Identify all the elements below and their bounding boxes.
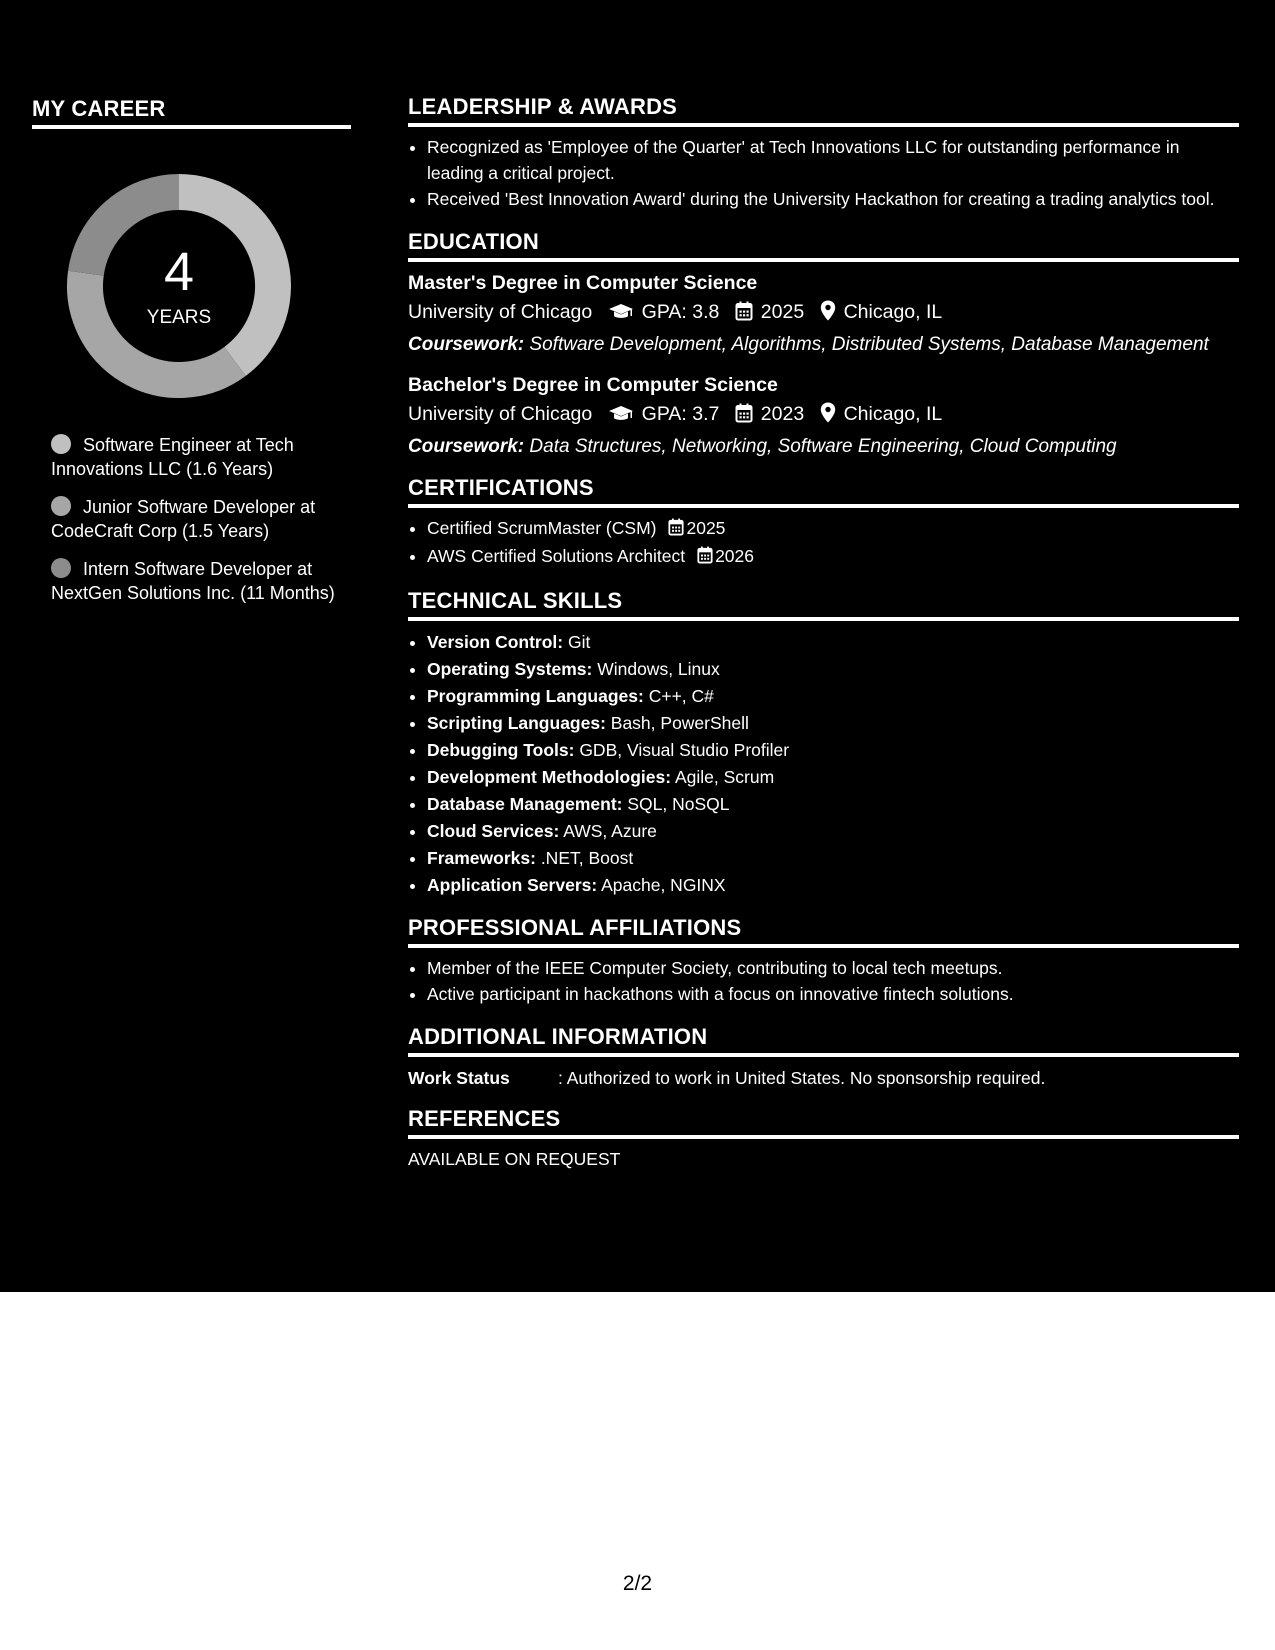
skill-item [427,683,1239,710]
skill-item [427,845,1239,872]
coursework [408,333,1239,357]
list-item: • Received 'Best Innovation Award' during the University Hackathon for creating a trading analytics tool. [427,187,1239,213]
graduation-year: 2023 [760,402,805,425]
skills-title: TECHNICAL SKILLS [408,588,1239,621]
skill-value: SQL, NoSQL [627,793,730,814]
legend-dot-icon [51,434,71,454]
list-item [427,516,1239,544]
calendar-icon [697,546,713,572]
skill-label: Programming Languages: [427,685,644,706]
skill-value: Bash, PowerShell [610,712,749,733]
donut-center [66,173,292,399]
skill-value: Git [568,631,591,652]
skill-value: C++, C# [648,685,714,706]
skill-value: .NET, Boost [540,847,634,868]
skill-label: Operating Systems: [427,658,593,679]
skill-label: Development Methodologies: [427,766,672,787]
skill-label: Frameworks: [427,847,536,868]
skill-item [427,737,1239,764]
references-title: REFERENCES [408,1106,1239,1139]
career-total-years: 4 [163,242,195,302]
certifications-list [408,516,1239,572]
references-text: AVAILABLE ON REQUEST [408,1148,621,1169]
list-item: • Active participant in hackathons with a focus on innovative fintech solutions. [427,982,1239,1008]
skill-value: Apache, NGINX [601,874,726,895]
skill-label: Scripting Languages: [427,712,606,733]
skill-item [427,872,1239,899]
calendar-icon [735,299,753,331]
skill-item [427,710,1239,737]
degree-title: Bachelor's Degree in Computer Science [408,373,778,396]
career-legend [51,433,341,605]
page-number: 2/2 [622,1572,653,1595]
gpa: GPA: 3.8 [641,300,720,323]
skill-value: Agile, Scrum [674,766,775,787]
affiliations-list [408,956,1239,1008]
certifications-title: CERTIFICATIONS [408,475,1239,508]
skill-item [427,656,1239,683]
additional-info-section [408,1024,1239,1090]
skill-item [427,818,1239,845]
legend-dot-icon [51,496,71,516]
education-meta [408,296,1239,331]
skill-value: GDB, Visual Studio Profiler [579,739,790,760]
work-status-row [408,1066,1239,1090]
list-item: • Recognized as 'Employee of the Quarter' at Tech Innovations LLC for outstanding performance in leading a critical project. [427,135,1239,186]
skill-label: Debugging Tools: [427,739,575,760]
coursework-label: Coursework: [408,333,525,355]
education-entry [408,271,1239,357]
coursework-label: Coursework: [408,435,525,457]
legend-item [51,557,341,605]
education-meta [408,398,1239,433]
school-location: Chicago, IL [843,402,943,425]
list-item: • Member of the IEEE Computer Society, contributing to local tech meetups. [427,956,1239,982]
skill-value: Windows, Linux [597,658,720,679]
additional-info-title: ADDITIONAL INFORMATION [408,1024,1239,1057]
career-sidebar [32,96,351,619]
skill-item [427,764,1239,791]
degree-title: Master's Degree in Computer Science [408,271,758,294]
list-item [427,544,1239,572]
skills-list [408,629,1239,899]
legend-label: Junior Software Developer at CodeCraft Corp (1.5 Years) [51,497,316,541]
cert-year: 2025 [686,517,726,538]
affiliations-section [408,915,1239,1008]
skill-label: Application Servers: [427,874,598,895]
location-pin-icon [820,299,836,331]
cert-name: AWS Certified Solutions Architect [427,546,686,566]
skills-section [408,588,1239,899]
skill-label: Cloud Services: [427,820,560,841]
legend-dot-icon [51,558,71,578]
legend-item [51,433,341,481]
legend-label: Software Engineer at Tech Innovations LLC (1.6 Years) [51,435,294,479]
skill-label: Database Management: [427,793,623,814]
career-donut-chart [66,173,292,399]
location-pin-icon [820,401,836,433]
work-status-label: Work Status [408,1067,510,1088]
graduation-cap-icon [608,401,634,433]
leadership-section [408,94,1239,213]
gpa: GPA: 3.7 [641,402,720,425]
leadership-title: LEADERSHIP & AWARDS [408,94,1239,127]
graduation-cap-icon [608,299,634,331]
school-name: University of Chicago [408,402,593,425]
career-total-unit: YEARS [146,307,212,328]
graduation-year: 2025 [760,300,805,323]
work-status-value: : Authorized to work in United States. No sponsorship required. [558,1067,1046,1088]
main-column [408,94,1239,1186]
calendar-icon [735,401,753,433]
skill-label: Version Control: [427,631,564,652]
coursework [408,435,1239,459]
skill-value: AWS, Azure [563,820,657,841]
cert-year: 2026 [715,546,755,566]
career-title: MY CAREER [32,96,351,129]
education-title: EDUCATION [408,229,1239,262]
leadership-list [408,135,1239,213]
skill-item [427,629,1239,656]
legend-item [51,495,341,543]
school-location: Chicago, IL [843,300,943,323]
school-name: University of Chicago [408,300,593,323]
coursework-list: Software Development, Algorithms, Distributed Systems, Database Management [529,333,1209,355]
affiliations-title: PROFESSIONAL AFFILIATIONS [408,915,1239,948]
legend-label: Intern Software Developer at NextGen Solutions Inc. (11 Months) [51,559,335,603]
skill-item [427,791,1239,818]
certifications-section [408,475,1239,572]
calendar-icon [668,518,684,544]
education-entry [408,373,1239,459]
coursework-list: Data Structures, Networking, Software Engineering, Cloud Computing [529,435,1117,457]
cert-name: Certified ScrumMaster (CSM) [427,517,657,538]
education-section [408,229,1239,459]
references-section [408,1106,1239,1170]
